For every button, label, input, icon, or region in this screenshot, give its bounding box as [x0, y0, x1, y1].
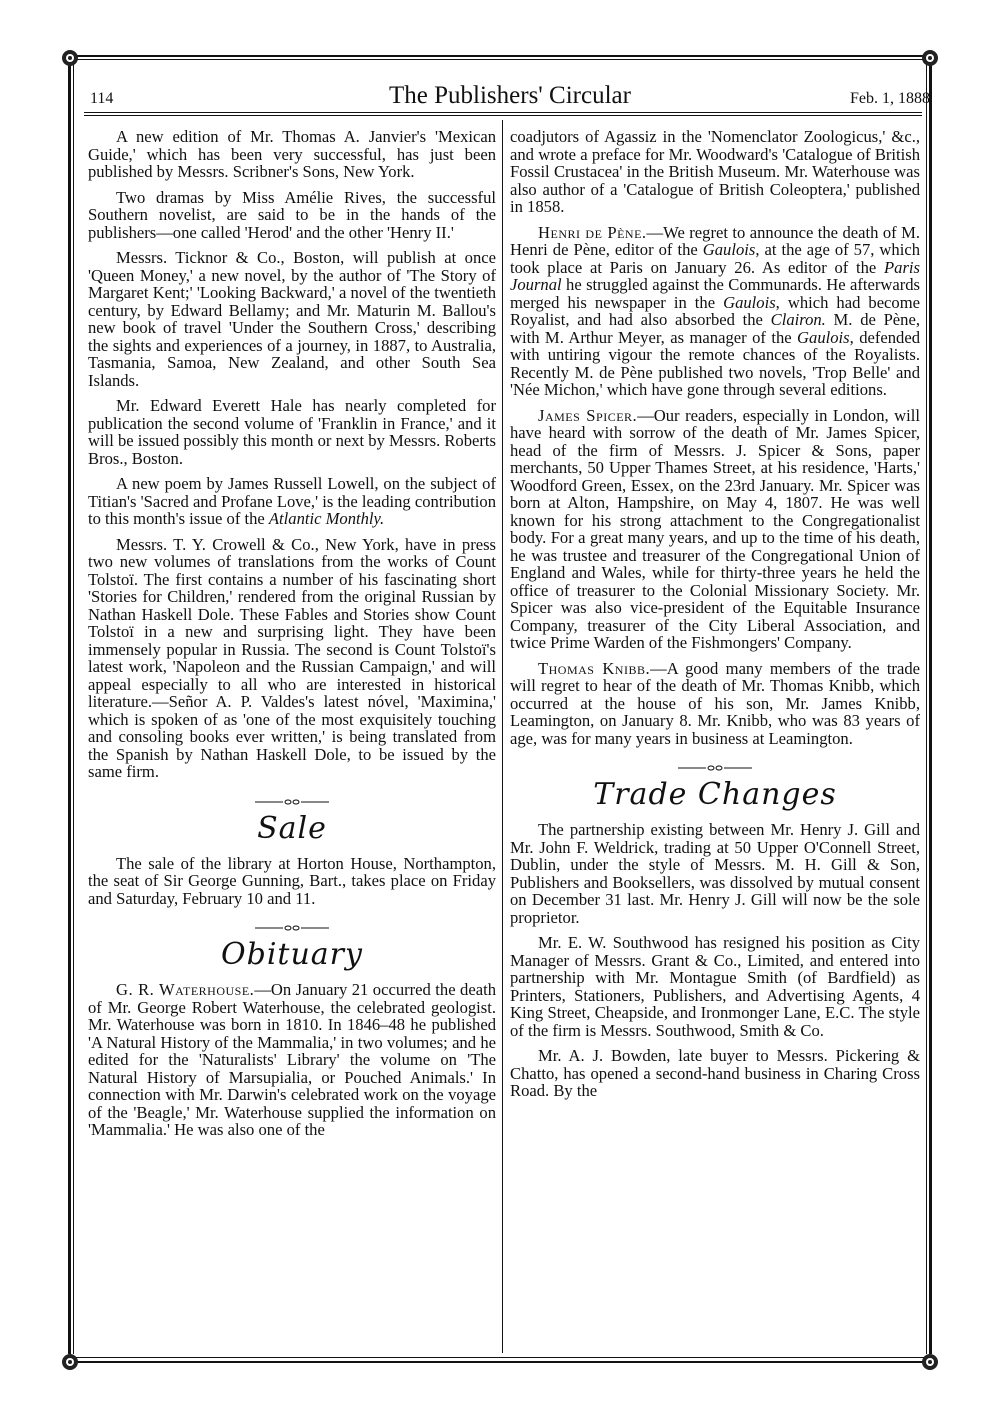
- text-span: , at the age of 57, which took place at Paris on January 26. As editor of the: [510, 240, 920, 277]
- left-column: [88, 128, 496, 1147]
- paragraph-crowell: Messrs. T. Y. Crowell & Co., New York, have in press two new volumes of translations from the works of Count Tolstoï. The first contains a number of his fascinating short 'Stories for Children,' rendered from the original Russian by Nathan Haskell Dole. These Fables and Stories show Count Tolstoï in a new and surprising light. They have been immensely popular in Russia. The second is Count Tolstoï's latest work, 'Napoleon and the Russian Campaign,' and will appeal especially to all who are interested in historical literature.—Señor A. P. Valdes's latest nóvel, 'Maximina,' which is spoken of as 'one of the most exquisitely touching and consoling books ever written,' is being translated from the Spanish by Nathan Haskell Dole, to be issued by the same firm.: [88, 534, 496, 781]
- obituary-name-spicer: James Spicer.: [538, 405, 638, 425]
- section-heading-sale: Sale: [257, 810, 327, 846]
- ornament-bottom-left-icon: [57, 1349, 83, 1375]
- italic-title: Clairon.: [770, 310, 826, 329]
- right-column: [510, 128, 920, 1108]
- paragraph-spicer-text: —Our readers, especially in London, will have heard with sorrow of the death of Mr. James Spicer, head of the firm of Messrs. J. Spicer & Sons, paper merchants, 50 Upper Thames Street, at his residence, 'Harts,' Woodford Green, Essex, on the 23rd January. Mr. Spicer was born at Alton, Hampshire, on May 4, 1807. He was well known for his strong attachment to the Congregationalist body. For a great many years, and up to the time of his death, he was trustee and treasurer of the Congregational Union of England and Wales, while for thirty-three years he held the office of treasurer to the Colonial Missionary Society. Mr. Spicer was also vice-president of the Equitable Insurance Company, treasurer of the City Liberal Association, and twice Prime Warden of the Fishmongers' Company.: [510, 405, 920, 652]
- running-header: [90, 78, 930, 110]
- paragraph-rives: Two dramas by Miss Amélie Rives, the successful Southern novelist, are said to be in the hands of the publishers—one called 'Herod' and the other 'Henry II.': [88, 187, 496, 242]
- issue-date: Feb. 1, 1888: [850, 90, 930, 107]
- text-span: M. de Pène, with M. Arthur Meyer, as manager of the: [510, 310, 920, 347]
- paragraph-lowell-text: A new poem by James Russell Lowell, on the subject of Titian's 'Sacred and Profane Love,' is the leading contribution to this month's issue of the: [88, 474, 496, 528]
- frame-bottom-rule-inner: [74, 1357, 926, 1358]
- ornament-bottom-right-icon: [917, 1349, 943, 1375]
- paragraph-ticknor: Messrs. Ticknor & Co., Boston, will publish at once 'Queen Money,' a new novel, by the author of 'The Story of Margaret Kent;' 'Looking Backward,' a novel of the twentieth century, by Edward Bellamy; and Mr. Maturin M. Ballou's new book of travel 'Under the Southern Cross,' describing the sights and experiences of a journey, in 1887, to Australia, Tasmania, Samoa, New Zealand, and other South Sea Islands.: [88, 248, 496, 390]
- paragraph-sale: The sale of the library at Horton House, Northampton, the seat of Sir George Gunning, Bart., takes place on Friday and Saturday, February 10 and 11.: [88, 853, 496, 908]
- italic-title: Gaulois: [702, 240, 756, 259]
- paragraph-lowell: [88, 475, 496, 528]
- frame-right-rule-inner: [926, 62, 927, 1354]
- paragraph-knibb: [510, 660, 920, 748]
- text-span: , which had become Royalist, and had also absorbed the: [510, 292, 920, 329]
- paragraph-bowden: Mr. A. J. Bowden, late buyer to Messrs. Pickering & Chatto, has opened a second-hand business in Charing Cross Road. By the: [510, 1046, 920, 1100]
- paragraph-spicer: [510, 407, 920, 652]
- column-divider: [502, 120, 503, 1353]
- paragraph-knibb-text: —A good many members of the trade will regret to hear of the death of Mr. Thomas Knibb, which occurred at the house of his son, Mr. James Knibb, Leamington, on January 8. Mr. Knibb, who was 83 years of age, was for many years in business at Leamington.: [510, 658, 920, 748]
- journal-title: The Publishers' Circular: [389, 82, 631, 109]
- frame-top-rule: [74, 55, 926, 57]
- italic-title: Gaulois: [723, 292, 776, 312]
- section-heading-obituary: Obituary: [221, 937, 363, 972]
- header-rule: [84, 112, 922, 113]
- atlantic-monthly-title: Atlantic Monthly.: [268, 509, 385, 528]
- paragraph-southwood: Mr. E. W. Southwood has resigned his position as City Manager of Messrs. Grant & Co., Limited, and entered into partnership with Mr. Montague Smith (of Bardfield) as Printers, Stationers, Publishers, and Advertising Agents, 4 King Street, Cheapside, and Ironmonger Lane, E.C. The style of the firm is Messrs. Southwood, Smith & Co.: [510, 933, 920, 1040]
- separator-ornament: [88, 793, 496, 803]
- italic-title: Paris Journal: [510, 257, 920, 294]
- italic-title: Gaulois: [797, 327, 850, 347]
- ornament-top-left-icon: [57, 45, 83, 71]
- frame-right-rule: [929, 62, 932, 1354]
- paragraph-de-pene: [510, 224, 920, 399]
- header-rule-2: [84, 115, 922, 116]
- separator-ornament: [510, 759, 920, 769]
- page-number: 114: [90, 90, 114, 107]
- obituary-name-de-pene: Henri de Pène.: [538, 222, 647, 242]
- frame-bottom-rule: [74, 1361, 926, 1363]
- paragraph-waterhouse: [88, 981, 496, 1139]
- frame-left-rule-inner: [73, 62, 74, 1354]
- paragraph-hale: Mr. Edward Everett Hale has nearly completed for publication the second volume of 'Franklin in France,' and it will be issued possibly this month or next by Messrs. Roberts Bros., Boston.: [88, 396, 496, 468]
- ornament-top-right-icon: [917, 45, 943, 71]
- text-span: he struggled against the Communards. He afterwards merged his newspaper in the: [510, 275, 920, 312]
- section-heading-trade-changes: Trade Changes: [593, 777, 837, 812]
- text-span: , defended with untiring vigour the remote chances of the Royalists. Recently M. de Pène published two novels, 'Trop Belle' and 'Née Michon,' which have gone through several editions.: [510, 327, 921, 399]
- paragraph-waterhouse-text: —On January 21 occurred the death of Mr. George Robert Waterhouse, the celebrated geologist. Mr. Waterhouse was born in 1810. In 1846–48 he published 'A Natural History of the Mammalia,' in two volumes; and he edited for the 'Naturalists' Library' the volume on 'The Natural History of Marsupialia, or Pouched Animals.' In connection with Mr. Darwin's celebrated work on the voyage of the 'Beagle,' Mr. Waterhouse supplied the information on 'Mammalia.' He was also one of the: [88, 980, 496, 1139]
- frame-top-rule-inner: [74, 59, 926, 60]
- separator-ornament: [88, 919, 496, 929]
- frame-left-rule: [68, 62, 71, 1354]
- paragraph-janvier: A new edition of Mr. Thomas A. Janvier's 'Mexican Guide,' which has been very successful, has just been published by Messrs. Scribner's Sons, New York.: [88, 127, 496, 181]
- text-span: —We regret to announce the death of M. Henri de Pène, editor of the: [510, 222, 920, 259]
- paragraph-waterhouse-continued: coadjutors of Agassiz in the 'Nomenclator Zoologicus,' &c., and wrote a preface for Mr. Woodward's 'Catalogue of British Fossil Crustacea' in the British Museum. Mr. Waterhouse was also author of a 'Catalogue of British Coleoptera,' published in 1858.: [510, 127, 920, 216]
- obituary-name-waterhouse: G. R. Waterhouse.: [116, 980, 255, 999]
- obituary-name-knibb: Thomas Knibb.: [538, 658, 651, 678]
- paragraph-gill: The partnership existing between Mr. Henry J. Gill and Mr. John F. Weldrick, trading at 50 Upper O'Connell Street, Dublin, under the style of Messrs. M. H. Gill & Son, Publishers and Booksellers, was dissolved by mutual consent on December 31 last. Mr. Henry J. Gill will now be the sole proprietor.: [510, 820, 920, 927]
